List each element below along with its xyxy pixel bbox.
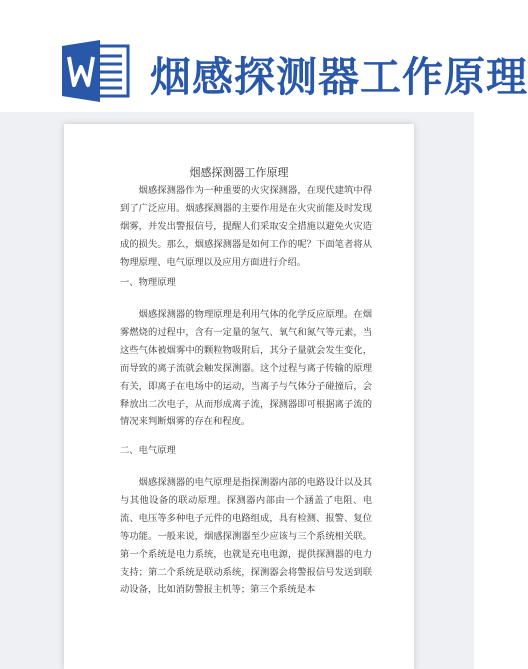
electrical-paragraph: [120, 474, 372, 599]
intro-paragraph: [120, 182, 372, 272]
section-heading-physics: [120, 274, 372, 292]
physics-paragraph: [120, 306, 372, 431]
header-banner: [0, 0, 528, 128]
word-document-icon: [60, 40, 132, 102]
paragraph-text: 烟感探测器的电气原理是指探测器内部的电路设计以及其与其他设备的联动原理。探测器内部由一个涵盖了电阻、电流、电压等多种电子元件的电路组成，具有检测、报警、复位等功能。一般来说，烟感探测器至少应该与三个系统相关联。第一个系统是电力系统，也就是充电电源，提供探测器的电力支持；第二个系统是联动系统，探测器会将警报信号发送到联动设备，比如消防警报主机等；第三个系统是本: [120, 477, 372, 596]
document-title: 烟感探测器工作原理: [189, 166, 289, 179]
heading-text: 二、电气原理: [120, 445, 176, 456]
header-title: 烟感探测器工作原理: [150, 53, 528, 101]
paragraph-text: 烟感探测器作为一种重要的火灾探测器，在现代建筑中得到了广泛应用。烟感探测器的主要作用是在火灾前能及时发现烟雾，并发出警报信号，提醒人们采取安全措施以避免火灾造成的损失。那么，烟感探测器是如何工作的呢？下面笔者将从物理原理、电气原理以及应用方面进行介绍。: [120, 185, 372, 268]
heading-text: 一、物理原理: [120, 277, 176, 288]
paragraph-text: 烟感探测器的物理原理是利用气体的化学反应原理。在烟雾燃烧的过程中，含有一定量的氢气、氧气和氮气等元素，当这些气体被烟雾中的颗粒物吸附后，其分子量就会发生变化，而导致的离子流就会触发探测器。这个过程与离子传输的原理有关，即离子在电场中的运动，当离子与气体分子碰撞后，会释放出二次电子，从而形成离子流，探测器即可根据离子流的情况来判断烟雾的存在和程度。: [120, 309, 372, 428]
document-page: [64, 124, 414, 669]
section-heading-electrical: [120, 442, 372, 460]
